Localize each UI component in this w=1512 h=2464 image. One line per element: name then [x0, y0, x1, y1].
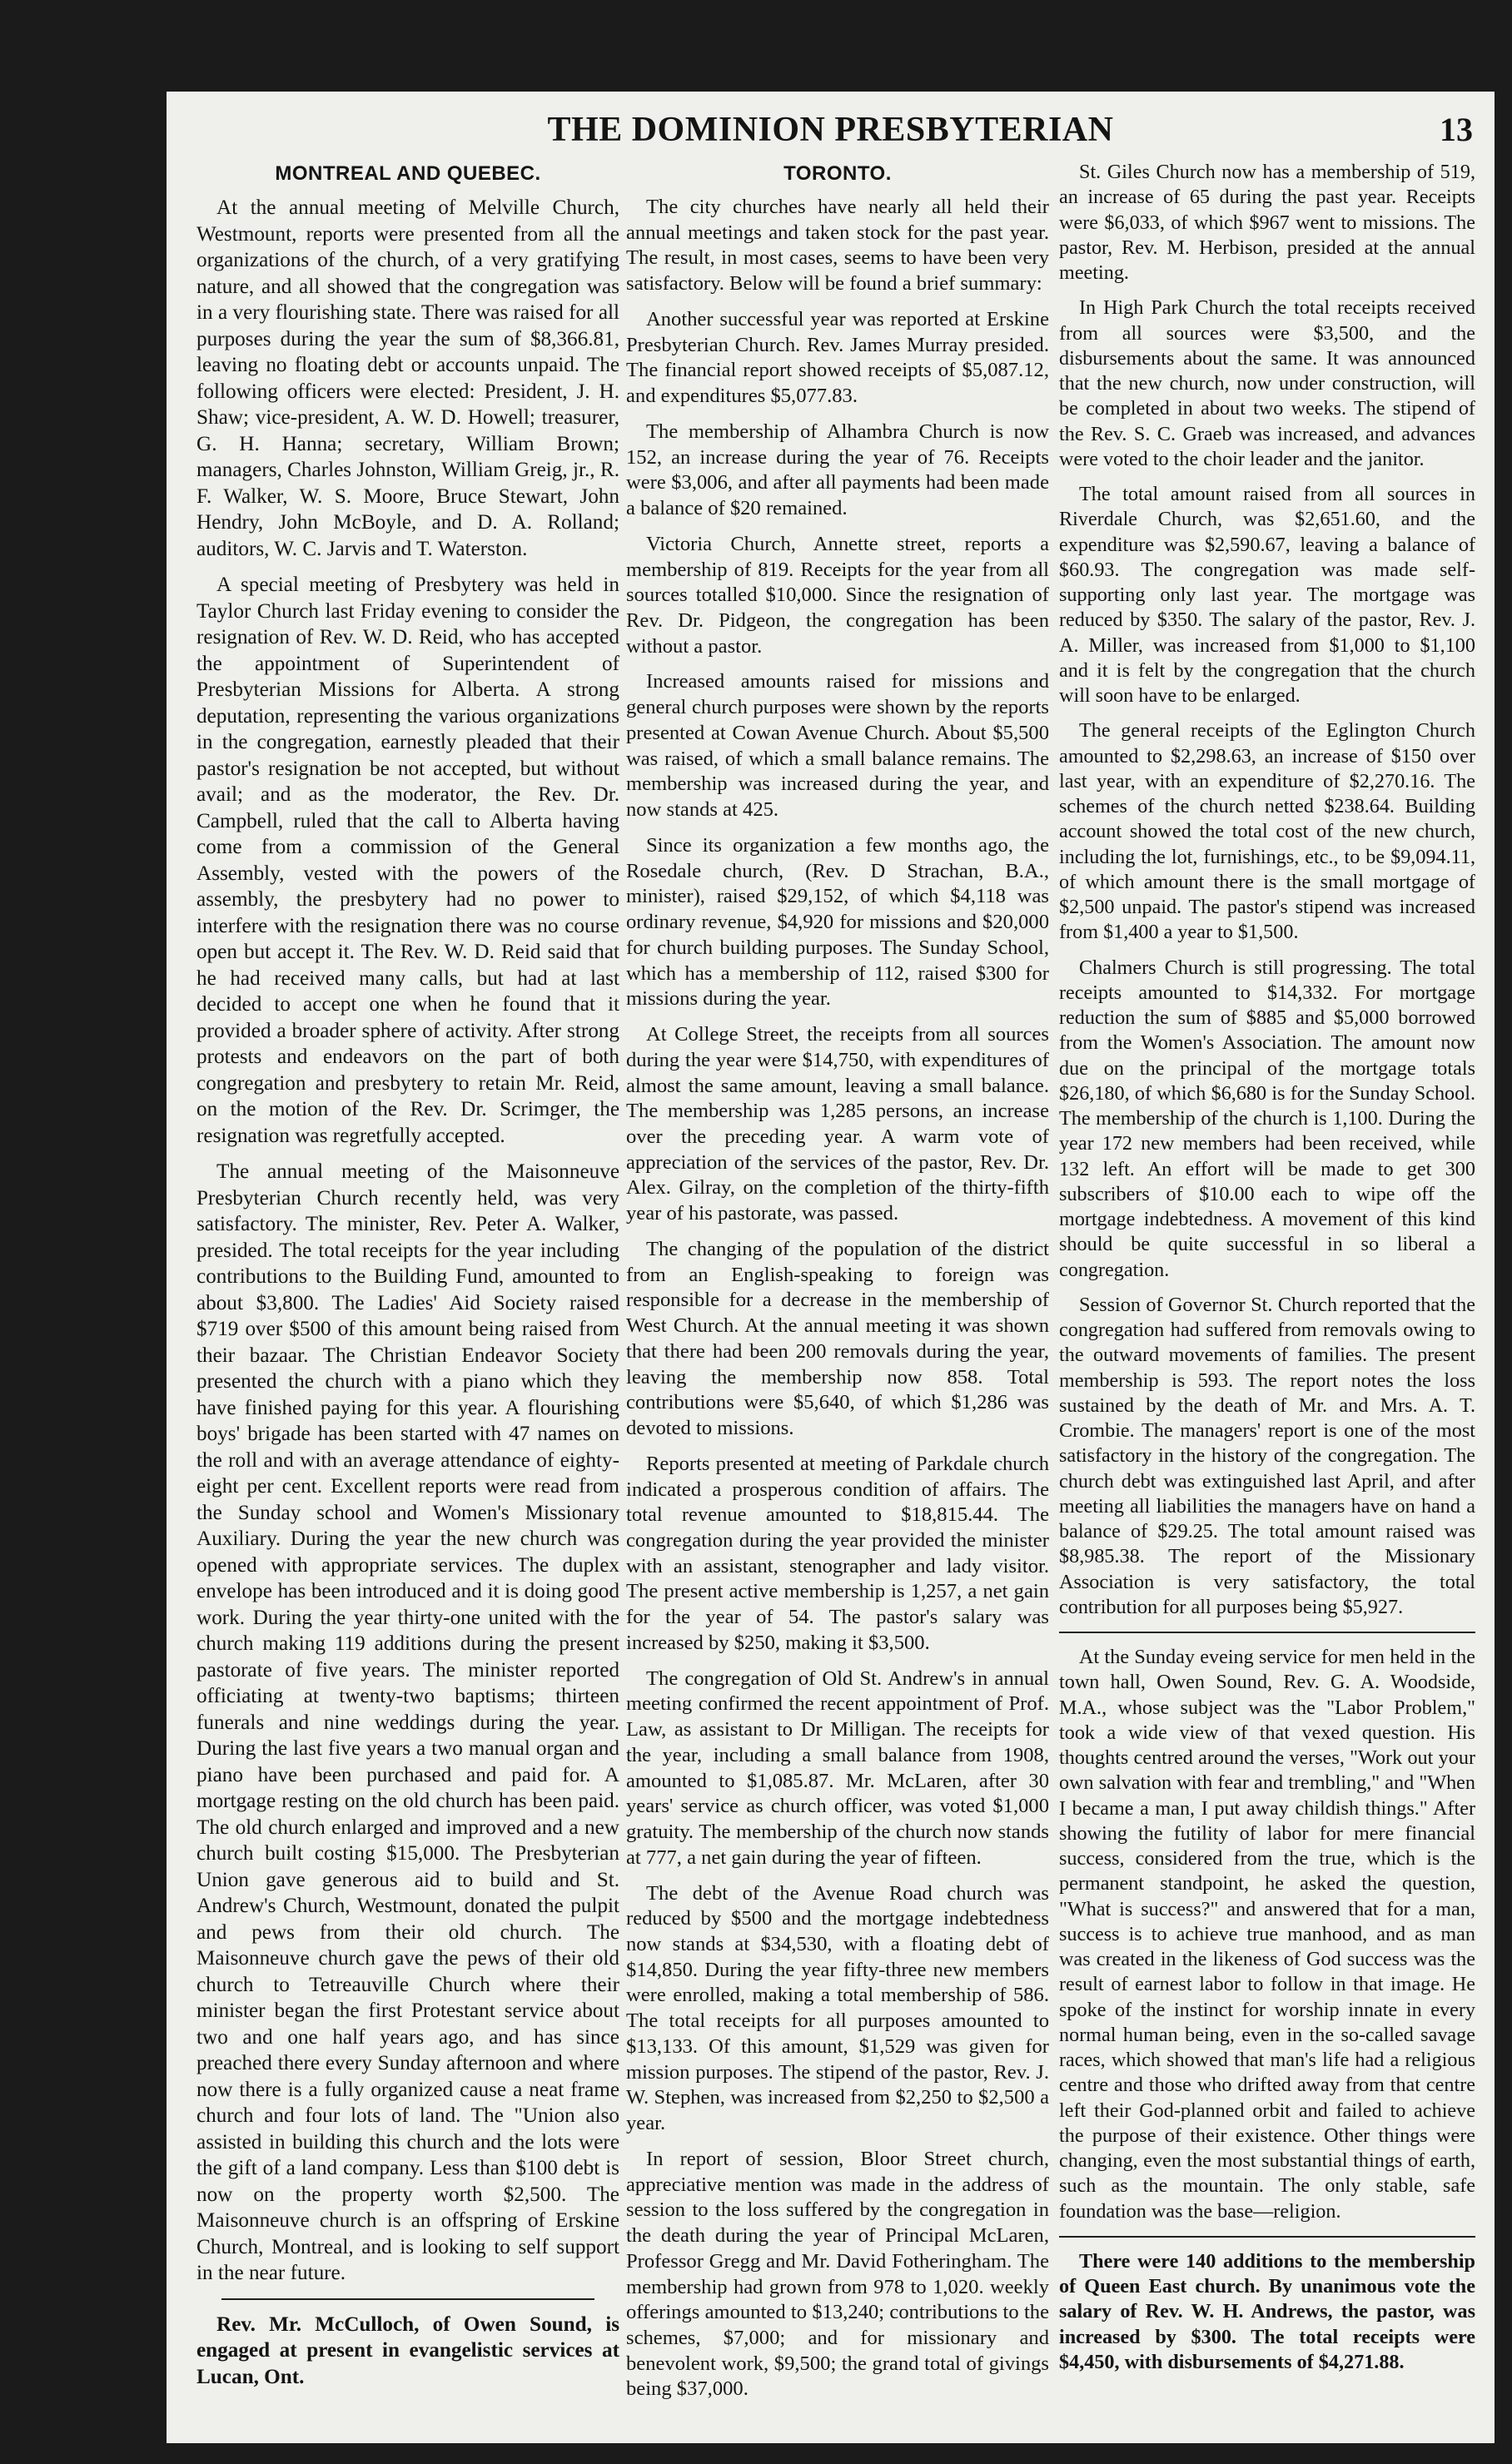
section-heading-montreal-quebec: MONTREAL AND QUEBEC. [275, 162, 541, 185]
column-toronto [626, 160, 1049, 2412]
article-paragraph: At College Street, the receipts from all sources during the year were $14,750, with expenditures of almost the same amount, leaving a small balance. The membership was 1,285 persons, an increase over the preceding year. A warm vote of appreciation of the services of the pastor, Rev. Dr. Alex. Gilray, on the completion of the thirty-fifth year of his pastorate, was passed. [626, 1023, 1049, 1225]
divider [221, 2298, 594, 2300]
article-paragraph: The general receipts of the Eglington Church amounted to $2,298.63, an increase of $150 over last year, with an expenditure of $2,270.16. The schemes of the church netted $238.64. Building account showed the total cost of the new church, including the lot, furnishings, etc., to be $9,094.11, of which amount there is the small mortgage of $2,500 unpaid. The pastor's stipend was increased from $1,400 a year to $1,500. [1059, 719, 1475, 944]
article-paragraph: The debt of the Avenue Road church was reduced by $500 and the mortgage indebtedness now stands at $34,530, with a floating debt of $14,850. During the year fifty-three new members were enrolled, making a total membership of 586. The total receipts for all purposes amounted to $13,133. Of this amount, $1,529 was given for mission purposes. The stipend of the pastor, Rev. J. W. Stephen, was increased from $2,250 to $2,500 a year. [626, 1881, 1049, 2135]
article-paragraph: At the annual meeting of Melville Church, Westmount, reports were presented from all the organizations of the church, of a very gratifying nature, and all showed that the congregation was in a very flourishing state. There was raised for all purposes during the year the sum of $8,366.81, leaving no floating debt or accounts unpaid. The following officers were elected: President, J. H. Shaw; vice-president, A. W. D. Howell; treasurer, G. H. Hanna; secretary, William Brown; managers, Charles Johnston, William Greig, jr., R. F. Walker, W. S. Moore, Bruce Stewart, John Hendry, John McBoyle, and D. A. Rolland; auditors, W. C. Jarvis and T. Waterston. [196, 196, 619, 560]
article-paragraph: Reports presented at meeting of Parkdale church indicated a prosperous condition of affairs. The total revenue amounted to $18,815.44. The congregation during the year provided the minister with an assistant, stenographer and lady visitor. The present active membership is 1,257, a net gain for the year of 54. The pastor's salary was increased by $250, making it $3,500. [626, 1452, 1049, 1654]
article-paragraph: Session of Governor St. Church reported that the congregation had suffered from removals owing to the outward movements of families. The present membership is 593. The report notes the loss sustained by the death of Mr. and Mrs. A. T. Crombie. The managers' report is one of the most satisfactory in the history of the congregation. The church debt was extinguished last April, and after meeting all liabilities the managers have on hand a balance of $29.25. The total amount raised was $8,985.38. The report of the Missionary Association is very satisfactory, the total contribution for all purposes being $5,927. [1059, 1293, 1475, 1618]
article-paragraph: The city churches have nearly all held their annual meetings and taken stock for the past year. The result, in most cases, seems to have been very satisfactory. Below will be found a brief summary: [626, 196, 1049, 296]
article-paragraph: Since its organization a few months ago, the Rosedale church, (Rev. D Strachan, B.A., minister), raised $29,152, of which $4,118 was ordinary revenue, $4,920 for missions and $20,000 for church building purposes. The Sunday School, which has a membership of 112, raised $300 for missions during the year. [626, 833, 1049, 1011]
article-paragraph: Rev. Mr. McCulloch, of Owen Sound, is engaged at present in evangelistic services at Lucan, Ont. [196, 2312, 619, 2388]
column-montreal-quebec [196, 160, 619, 2400]
article-paragraph: The changing of the population of the district from an English-speaking to foreign was responsible for a decrease in the membership of West Church. At the annual meeting it was shown that there had been 200 removals during the year, leaving the membership now 858. Total contributions were $5,640, of which $1,286 was devoted to missions. [626, 1237, 1049, 1440]
article-paragraph: Chalmers Church is still progressing. The total receipts amounted to $14,332. For mortgage reduction the sum of $885 and $5,000 borrowed from the Women's Association. The amount now due on the principal of the mortgage totals $26,180, of which $6,680 is for the Sunday School. The membership of the church is 1,100. During the year 172 new members had been received, while 132 left. An effort will be made to get 300 subscribers of $10.00 each to wipe off the mortgage indebtedness. A movement of this kind should be quite successful in so liberal a congregation. [1059, 956, 1475, 1281]
newspaper-page [167, 92, 1495, 2443]
article-paragraph: At the Sunday eveing service for men held in the town hall, Owen Sound, Rev. G. A. Woodside, M.A., whose subject was the "Labor Problem," took a wide view of that vexed question. His thoughts centred around the verses, "Work out your own salvation with fear and trembling," and "When I became a man, I put away childish things." After showing the futility of labor for mere financial success, considered from the true, which is the permanent standpoint, he asked the question, "What is success?" and answered that for a man, success is to achieve true manhood, and as man was created in the likeness of God success was the result of earnest labor to follow in that image. He spoke of the instinct for worship innate in every normal human being, even in the so-called savage races, which showed that man's life had a religious centre and those who drifted away from that centre left their God-planned orbit and failed to achieve the purpose of their existence. Other things were changing, even the most substantial things of earth, such as the mountain. The only stable, safe foundation was the base—religion. [1059, 1646, 1475, 2223]
article-paragraph: Another successful year was reported at Erskine Presbyterian Church. Rev. James Murray presided. The financial report showed receipts of $5,087.12, and expenditures $5,077.83. [626, 307, 1049, 408]
article-paragraph: The congregation of Old St. Andrew's in annual meeting confirmed the recent appointment of Prof. Law, as assistant to Dr Milligan. The receipts for the year, including a small balance from 1908, amounted to $1,085.87. Mr. McLaren, after 30 years' service as church officer, was voted $1,000 gratuity. The membership of the church now stands at 777, a net gain during the year of fifteen. [626, 1667, 1049, 1869]
article-paragraph: In report of session, Bloor Street church, appreciative mention was made in the address of session to the loss suffered by the congregation in the death during the year of Principal McLaren, Professor Gregg and Mr. David Fotheringham. The membership had grown from 978 to 1,020. weekly offerings amounted to $13,240; contributions to the schemes, $7,000; and for missionary and benevolent work, $9,500; the grand total of givings being $37,000. [626, 2147, 1049, 2401]
article-paragraph: Increased amounts raised for missions and general church purposes were shown by the reports presented at Cowan Avenue Church. About $5,500 was raised, of which a small balance remains. The membership was increased during the year, and now stands at 425. [626, 670, 1049, 822]
section-heading-toronto: TORONTO. [783, 162, 892, 185]
article-paragraph: In High Park Church the total receipts received from all sources were $3,500, and the disbursements about the same. It was announced that the new church, now under construction, will be completed in about two weeks. The stipend of the Rev. S. C. Graeb was increased, and advances were voted to the choir leader and the janitor. [1059, 296, 1475, 470]
article-paragraph: The annual meeting of the Maisonneuve Presbyterian Church recently held, was very satisfactory. The minister, Rev. Peter A. Walker, presided. The total receipts for the year including contributions to the Building Fund, amounted to about $3,800. The Ladies' Aid Society raised $719 over $500 of this amount being raised from their bazaar. The Christian Endeavor Society presented the church with a piano which they have finished paying for this year. A flourishing boys' brigade has been started with 47 names on the roll and with an average attendance of eighty-eight per cent. Excellent reports were read from the Sunday school and Women's Missionary Auxiliary. During the year the new church was opened with appropriate services. The duplex envelope has been introduced and it is doing good work. During the year thirty-one united with the church making 119 additions during the present pastorate of five years. The minister reported officiating at twenty-two baptisms; thirteen funerals and nine weddings during the year. During the last five years a two manual organ and piano have been purchased and paid for. A mortgage resting on the old church has been paid. The old church enlarged and improved and a new church built costing $15,000. The Presbyterian Union gave generous aid to build and St. Andrew's Church, Westmount, donated the pulpit and pews from their old church. The Maisonneuve church gave the pews of their old church to Tetreauville Church where their minister began the first Protestant service about two and one half years ago, and has since preached there every Sunday afternoon and where now there is a fully organized cause a neat frame church and four lots of land. The "Union also assisted in building this church and the lots were the gift of a land company. Less than $100 debt is now on the property worth $2,500. The Maisonneuve church is an offspring of Erskine Church, Montreal, and is looking to self support in the near future. [196, 1160, 619, 2284]
article-paragraph: There were 140 additions to the membership of Queen East church. By unanimous vote the salary of Rev. W. H. Andrews, the pastor, was increased by $300. The total receipts were $4,450, with disbursements of $4,271.88. [1059, 2249, 1475, 2373]
article-paragraph: The membership of Alhambra Church is now 152, an increase during the year of 76. Receipts were $3,006, and after all payments had been made a balance of $20 remained. [626, 420, 1049, 520]
divider [1059, 2236, 1475, 2238]
article-paragraph: The total amount raised from all sources in Riverdale Church, was $2,651.60, and the expenditure was $2,590.67, leaving a balance of $60.93. The congregation was made self-supporting only last year. The mortgage was reduced by $350. The salary of the pastor, Rev. J. A. Miller, was increased from $1,000 to $1,100 and it is felt by the congregation that the church will soon have to be enlarged. [1059, 483, 1475, 707]
column-toronto-continued [1059, 160, 1475, 2385]
article-paragraph: Victoria Church, Annette street, reports a membership of 819. Receipts for the year from all sources totalled $10,000. Since the resignation of Rev. Dr. Pidgeon, the congregation has been without a pastor. [626, 532, 1049, 658]
article-paragraph: A special meeting of Presbytery was held in Taylor Church last Friday evening to consider the resignation of Rev. W. D. Reid, who has accepted the appointment of Superintendent of Presbyterian Missions for Alberta. A strong deputation, representing the various organizations in the congregation, earnestly pleaded that their pastor's resignation be not accepted, but without avail; and as the moderator, the Rev. Dr. Campbell, ruled that the call to Alberta having come from a commission of the General Assembly, vested with the powers of the assembly, the presbytery had no power to interfere with the resignation there was no course open but accept it. The Rev. W. D. Reid said that he had received many calls, but had at last decided to accept one when he found that it provided a broader sphere of activity. After strong protests and endeavors on the part of both congregation and presbytery to retain Mr. Reid, on the motion of the Rev. Dr. Scrimger, the resignation was regretfully accepted. [196, 574, 619, 1147]
divider [1059, 1632, 1475, 1633]
page-number: 13 [1440, 111, 1473, 148]
masthead-title: THE DOMINION PRESBYTERIAN [547, 111, 1114, 149]
article-paragraph: St. Giles Church now has a membership of 519, an increase of 65 during the past year. Receipts were $6,033, of which $967 went to missions. The pastor, Rev. M. Herbison, presided at the annual meeting. [1059, 161, 1475, 284]
